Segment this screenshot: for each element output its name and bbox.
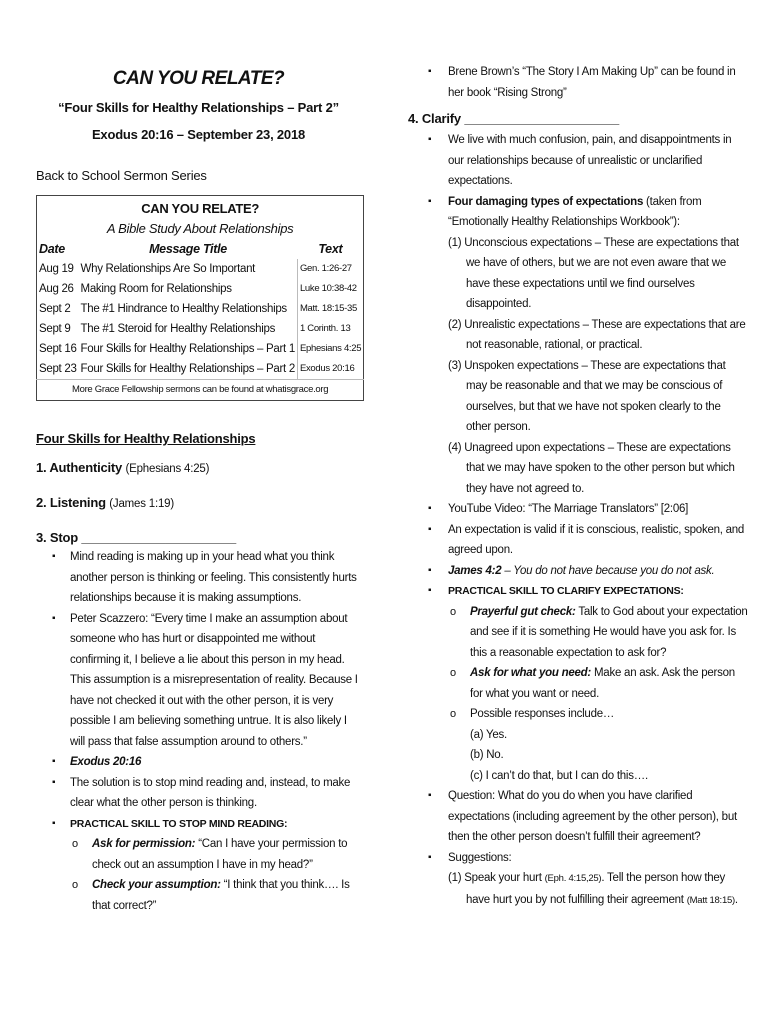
suggestion-text: (1) Speak your hurt	[448, 872, 545, 884]
practical-skill-heading: PRACTICAL SKILL TO CLARIFY EXPECTATIONS:	[448, 585, 684, 597]
row-date: Sept 23	[39, 363, 77, 375]
row-date: Sept 16	[39, 343, 77, 355]
list-item	[36, 814, 361, 917]
list-item	[408, 581, 748, 786]
table-row	[37, 339, 364, 359]
schedule-subcaption: A Bible Study About Relationships	[106, 221, 294, 236]
expectation-type: (1) Unconscious expectations – These are expectations that we have of others, but we are not even aware that we have these expectations until we find ourselves disappointed.	[448, 236, 739, 310]
stop-skill-sublist	[70, 834, 361, 916]
schedule-caption: CAN YOU RELATE?	[141, 201, 260, 216]
list-item: ▪ Exodus 20:16	[36, 752, 361, 773]
page-title: CAN YOU RELATE?	[112, 68, 285, 89]
scripture-text: – You do not have because you do not ask.	[501, 564, 715, 577]
sermon-subtitle: “Four Skills for Healthy Relationships – Part 2”	[58, 100, 339, 115]
skill-reference: (Ephesians 4:25)	[125, 463, 210, 475]
list-item	[408, 561, 748, 582]
clarify-bullet-list	[408, 130, 748, 911]
sermon-date-line: Exodus 20:16 – September 23, 2018	[91, 127, 306, 142]
list-item: ▪ The solution is to stop mind reading and, instead, to make clear what the other person is thinking.	[36, 773, 361, 814]
list-item	[448, 663, 748, 704]
list-item: ▪ An expectation is valid if it is conscious, realistic, spoken, and agreed upon.	[408, 520, 748, 561]
list-item: ▪ Question: What do you do when you have clarified expectations (including agreement by the other person), but then the other person doesn’t fulfill their agreement?	[408, 786, 748, 848]
expectation-type: (3) Unspoken expectations – These are expectations that may be reasonable and that we may be conscious of ourselves, but that we have not spoken clearly to the other person.	[448, 359, 726, 433]
list-item	[448, 704, 748, 786]
list-item: ▪ YouTube Video: “The Marriage Translators” [2:06]	[408, 499, 748, 520]
skill-stop	[36, 530, 361, 545]
series-name: Back to School Sermon Series	[36, 168, 207, 183]
suggestion-text: . Tell the person how they have hurt you by not fulfilling their agreement	[466, 872, 726, 906]
row-title: Making Room for Relationships	[80, 283, 232, 295]
col-text-header: Text	[318, 242, 343, 256]
row-title: Four Skills for Healthy Relationships – Part 1	[80, 343, 295, 355]
list-item: ▪ We live with much confusion, pain, and disappointments in our relationships because of unrealistic or unclarified expectations.	[408, 130, 748, 192]
table-row	[37, 279, 364, 299]
skills-heading: Four Skills for Healthy Relationships	[36, 431, 256, 446]
expectations-source: (taken from “Emotionally Healthy Relationships Workbook”):	[448, 195, 702, 228]
row-text: Matt. 18:15-35	[297, 299, 363, 319]
expectation-type: (2) Unrealistic expectations – These are expectations that are not reasonable, rational, or practical.	[448, 318, 746, 351]
sub-label: Ask for permission:	[92, 838, 196, 850]
col-date-header: Date	[39, 242, 65, 256]
list-item	[70, 875, 361, 916]
table-row	[37, 299, 364, 319]
row-date: Sept 2	[39, 303, 71, 315]
brene-note-list	[408, 62, 748, 103]
schedule-table	[36, 195, 364, 401]
list-item	[408, 192, 748, 500]
list-item: ▪ Peter Scazzero: “Every time I make an assumption about someone who has hurt or disappointed me without confirming it, I believe a lie about this person in my head. This assumption is a misrepresentation of reality. Because I have not checked it out with the other person, it is very possible I am believing something untrue. It is also likely I will pass that false assumption around to others.”	[36, 609, 361, 753]
response-option: (a) Yes.	[470, 728, 507, 741]
schedule-footer: More Grace Fellowship sermons can be found at whatisgrace.org	[37, 380, 364, 401]
row-date: Aug 19	[39, 263, 74, 275]
col-title-header: Message Title	[149, 242, 227, 256]
skill-clarify: 4. Clarify ______________________	[408, 111, 619, 126]
row-text: Exodus 20:16	[297, 359, 363, 380]
response-option: (c) I can’t do that, but I can do this….	[470, 769, 648, 782]
skill-label: 3. Stop ______________________	[36, 530, 237, 545]
table-row	[37, 319, 364, 339]
row-title: The #1 Steroid for Healthy Relationships	[80, 323, 276, 335]
sub-text: “Can I have your permission to check out an assumption I have in my head?”	[92, 838, 348, 871]
scripture-ref: (Eph. 4:15,25)	[544, 873, 602, 884]
skill-label: 1. Authenticity	[36, 460, 123, 475]
list-item: ▪ Brene Brown’s “The Story I Am Making Up” can be found in her book “Rising Strong”	[408, 62, 748, 103]
practical-skill-heading: PRACTICAL SKILL TO STOP MIND READING:	[70, 817, 288, 830]
suggestions-label: Suggestions:	[448, 851, 512, 864]
suggestion-text: .	[734, 893, 738, 906]
scripture-label: James 4:2	[448, 564, 502, 577]
sub-label: Check your assumption:	[92, 879, 221, 891]
row-text: Ephesians 4:25	[297, 339, 363, 359]
sub-text: Make an ask. Ask the person for what you want or need.	[470, 667, 735, 700]
table-row	[37, 259, 364, 279]
left-column	[36, 62, 361, 916]
row-date: Aug 26	[39, 283, 74, 295]
list-item	[70, 834, 361, 875]
sub-text: Talk to God about your expectation and see if it is something He would have you ask for. Is this a reasonable expectation to ask for?	[470, 605, 748, 659]
skill-reference: (James 1:19)	[109, 498, 174, 510]
list-item: ▪ Mind reading is making up in your head what you think another person is thinking or feeling. This consistently hurts relationships because it is making assumptions.	[36, 547, 361, 609]
schedule-header-row	[37, 239, 364, 259]
sub-label: Prayerful gut check:	[470, 605, 576, 618]
clarify-skill-sublist	[448, 602, 748, 787]
response-option: (b) No.	[470, 749, 504, 761]
expectations-label: Four damaging types of expectations	[448, 195, 644, 208]
row-title: The #1 Hindrance to Healthy Relationships	[80, 303, 287, 315]
row-text: Gen. 1:26-27	[297, 259, 363, 279]
scripture-ref: (Matt 18:15)	[686, 894, 735, 906]
skill-authenticity	[36, 460, 361, 475]
row-date: Sept 9	[39, 323, 71, 335]
skill-label: 2. Listening	[36, 495, 106, 510]
row-title: Four Skills for Healthy Relationships – Part 2	[80, 363, 295, 375]
sub-label: Ask for what you need:	[470, 667, 592, 679]
skill-listening	[36, 495, 361, 510]
sub-text: Possible responses include…	[470, 708, 615, 720]
stop-bullet-list	[36, 547, 361, 916]
right-column	[408, 62, 748, 911]
suggestion-item	[448, 868, 748, 911]
list-item	[448, 602, 748, 664]
table-row	[37, 359, 364, 380]
row-text: Luke 10:38-42	[297, 279, 363, 299]
expectation-type: (4) Unagreed upon expectations – These are expectations that we may have spoken to the other person but which they have not agreed to.	[448, 441, 735, 495]
list-item	[408, 848, 748, 912]
row-text: 1 Corinth. 13	[297, 319, 363, 339]
sub-text: “I think that you think…. Is that correct?”	[92, 879, 350, 912]
row-title: Why Relationships Are So Important	[80, 263, 256, 275]
